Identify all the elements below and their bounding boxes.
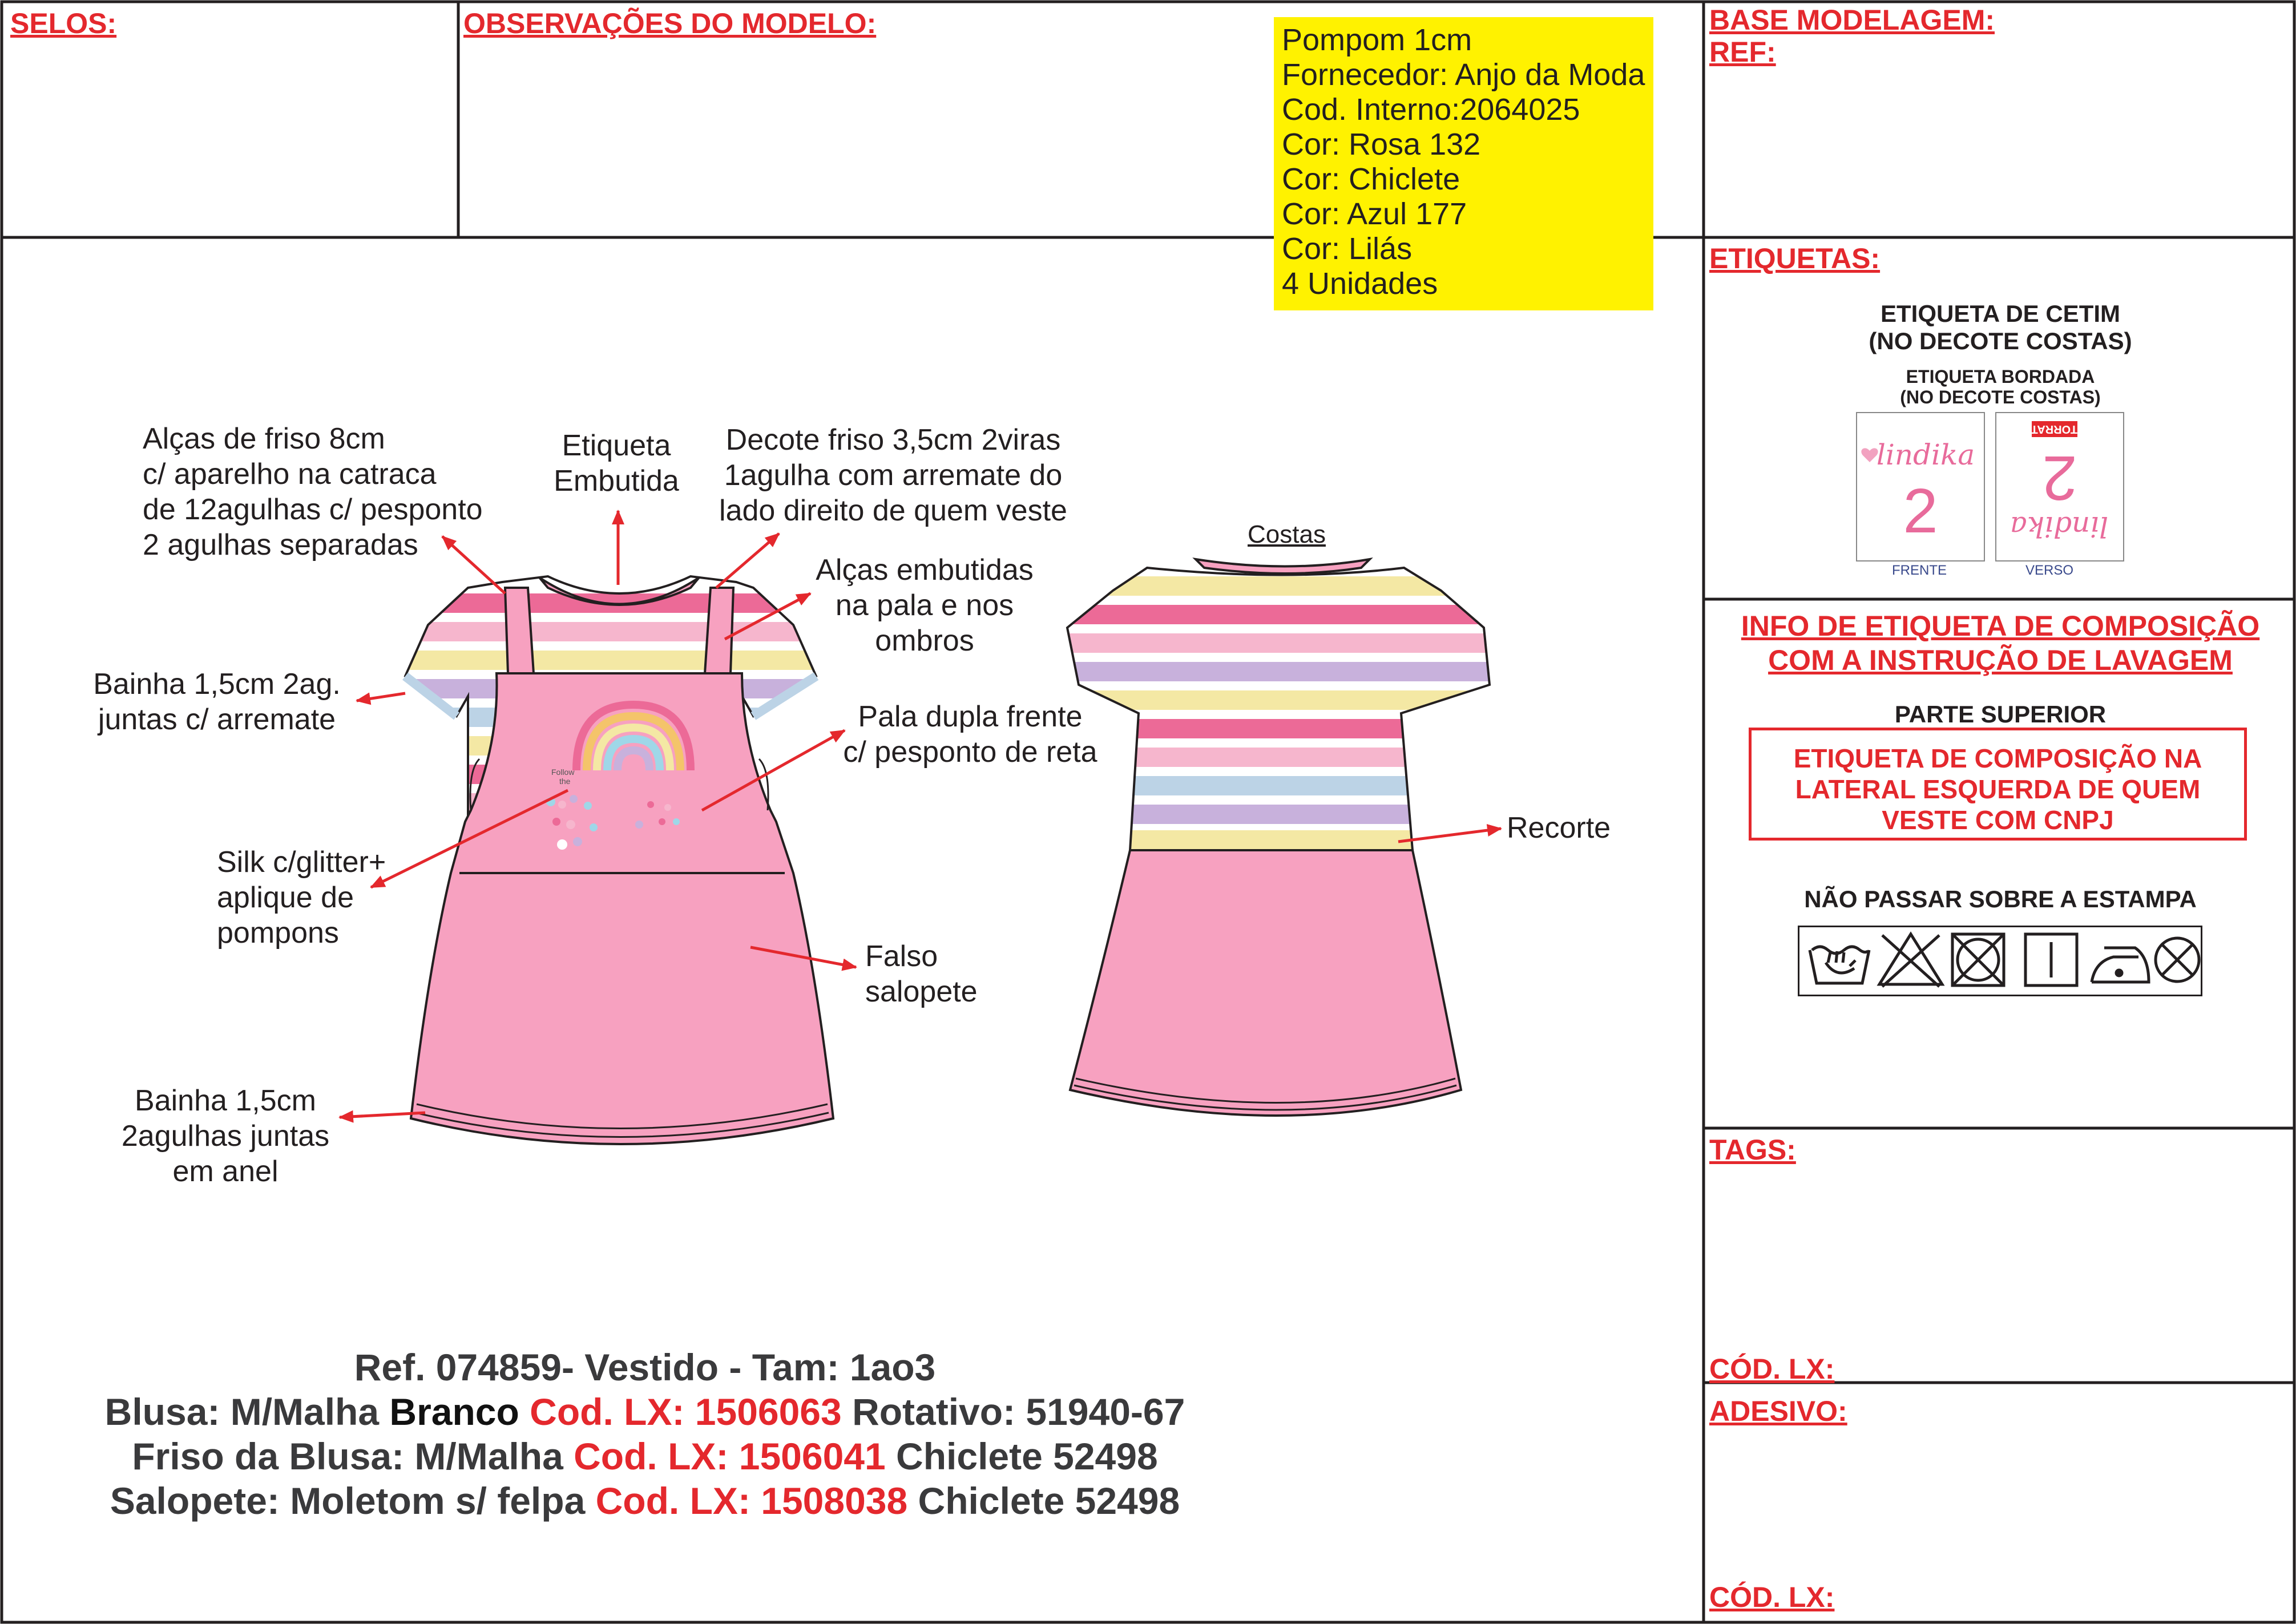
footer-ref-line: Ref. 074859- Vestido - Tam: 1ao3: [354, 1346, 936, 1388]
parte-superior-label: PARTE SUPERIOR: [1894, 701, 2107, 728]
tag-strip: TORRAT: [2032, 421, 2077, 437]
iron-low-icon: [2092, 948, 2149, 982]
annotation-line: em anel: [172, 1155, 279, 1188]
footer-segment: Friso da Blusa: M/Malha: [132, 1435, 563, 1477]
cod-lx-label-2: CÓD. LX:: [1709, 1581, 1835, 1613]
annotation-line: Falso: [865, 940, 938, 973]
footer-segment: Rotativo: 51940-67: [852, 1391, 1185, 1433]
etiqueta-cetim-title: ETIQUETA DE CETIM: [1881, 300, 2120, 327]
annotation-silk: [217, 845, 386, 951]
label-front-card: [1856, 412, 1985, 561]
annotation-line: 1agulha com arremate do: [724, 459, 1063, 492]
annotation-bainha-saia: [97, 1083, 354, 1189]
footer-segment: Branco: [389, 1391, 519, 1433]
annotation-line: Pala dupla frente: [858, 700, 1083, 733]
composition-line: ETIQUETA DE COMPOSIÇÃO NA: [1793, 744, 2202, 773]
no-bleach-icon: [1879, 934, 1942, 987]
no-tumble-dry-icon: [1952, 934, 2004, 985]
annotation-line: 2 agulhas separadas: [143, 528, 418, 561]
verso-label: VERSO: [2025, 563, 2074, 578]
info-composicao-heading-1: INFO DE ETIQUETA DE COMPOSIÇÃO: [1741, 610, 2260, 642]
annotation-line: salopete: [865, 975, 978, 1008]
annotation-line: pompons: [217, 916, 339, 950]
cod-lx-label: CÓD. LX:: [1709, 1353, 1835, 1385]
annotation-line: c/ pesponto de reta: [843, 736, 1097, 769]
annotation-decote: [705, 422, 1082, 528]
adesivo-heading: ADESIVO:: [1709, 1395, 1847, 1427]
etiqueta-bordada-subtitle: (NO DECOTE COSTAS): [1900, 387, 2101, 407]
annotation-line: Alças de friso 8cm: [143, 422, 385, 455]
footer-code: Cod. LX: 1506063: [530, 1391, 842, 1433]
composition-label-box: [1749, 728, 2247, 841]
annotation-line: na pala e nos: [835, 589, 1014, 622]
pompom-line: Pompom 1cm: [1282, 23, 1472, 57]
etiqueta-cetim-subtitle: (NO DECOTE COSTAS): [1869, 328, 2132, 354]
etiqueta-bordada-title: ETIQUETA BORDADA: [1906, 366, 2095, 387]
brand-logo-front: lindika: [1876, 438, 1975, 471]
pompom-line: Cor: Rosa 132: [1282, 127, 1481, 161]
no-dry-clean-icon: [2156, 938, 2199, 981]
base-modelagem-heading: BASE MODELAGEM:: [1709, 4, 1995, 36]
annotation-line: juntas c/ arremate: [98, 703, 336, 736]
footer-blusa-line: [0, 1390, 1290, 1433]
print-text: the: [559, 777, 571, 786]
annotation-line: 2agulhas juntas: [121, 1120, 330, 1153]
observacoes-heading: OBSERVAÇÕES DO MODELO:: [463, 7, 877, 39]
composition-line: VESTE COM CNPJ: [1882, 805, 2114, 835]
annotation-line: ombros: [875, 624, 974, 657]
print-text: Follow: [551, 767, 575, 777]
annotation-line: Alças embutidas: [816, 554, 1034, 587]
annotation-line: de 12agulhas c/ pesponto: [143, 493, 483, 526]
footer-segment: Salopete: Moletom s/ felpa: [110, 1480, 586, 1522]
annotation-line: Etiqueta: [562, 429, 671, 462]
pompom-line: 4 Unidades: [1282, 266, 1438, 301]
hand-wash-icon: [1810, 947, 1869, 983]
pompom-line: Cod. Interno:2064025: [1282, 92, 1580, 127]
line-dry-icon: [2025, 934, 2077, 985]
selos-heading: SELOS:: [10, 7, 117, 39]
footer-segment: Blusa: M/Malha: [104, 1391, 380, 1433]
pompom-line: Cor: Azul 177: [1282, 197, 1467, 231]
annotation-etiqueta-embutida: [536, 428, 696, 499]
footer-segment: Chiclete 52498: [918, 1480, 1180, 1522]
annotation-line: Bainha 1,5cm: [135, 1084, 316, 1117]
costas-label: Costas: [1248, 520, 1326, 548]
pompom-line: Cor: Lilás: [1282, 232, 1413, 266]
annotation-line: Bainha 1,5cm 2ag.: [93, 668, 341, 701]
footer-segment: Chiclete 52498: [896, 1435, 1158, 1477]
footer-code: Cod. LX: 1506041: [574, 1435, 886, 1477]
footer-code: Cod. LX: 1508038: [595, 1480, 908, 1522]
care-symbols-box: [1798, 926, 2202, 996]
info-composicao-heading-2: COM A INSTRUÇÃO DE LAVAGEM: [1768, 644, 2233, 676]
annotation-pala-dupla: [833, 699, 1107, 770]
tags-heading: TAGS:: [1709, 1134, 1796, 1166]
nao-passar-label: NÃO PASSAR SOBRE A ESTAMPA: [1804, 886, 2197, 912]
footer-friso-line: [0, 1435, 1290, 1478]
ref-heading: REF:: [1709, 36, 1776, 68]
annotation-line: aplique de: [217, 881, 354, 914]
etiquetas-heading: ETIQUETAS:: [1709, 243, 1881, 274]
back-skirt: [1070, 850, 1461, 1116]
annotation-line: Silk c/glitter+: [217, 846, 386, 879]
size-number-front: 2: [1903, 476, 1938, 546]
footer-salopete-line: [0, 1479, 1290, 1522]
annotation-alcas-friso: [143, 421, 483, 563]
brand-logo-back: lindika: [2009, 510, 2109, 543]
annotation-alcas-embutidas: [799, 552, 1050, 659]
annotation-falso-salopete: [865, 939, 978, 1009]
pompom-line: Cor: Chiclete: [1282, 162, 1460, 196]
back-neckband: [1196, 559, 1370, 573]
annotation-line: lado direito de quem veste: [719, 494, 1067, 527]
annotation-line: Embutida: [554, 464, 679, 498]
pompom-line: Fornecedor: Anjo da Moda: [1282, 58, 1645, 92]
care-symbols: [1799, 927, 2201, 995]
composition-line: LATERAL ESQUERDA DE QUEM: [1795, 774, 2201, 804]
annotation-line: c/ aparelho na catraca: [143, 458, 437, 491]
size-number-back: 2: [2042, 443, 2077, 513]
annotation-line: Decote friso 3,5cm 2viras: [725, 423, 1061, 457]
annotation-recorte: Recorte: [1507, 811, 1611, 845]
frente-label: FRENTE: [1892, 563, 1947, 578]
annotation-bainha-manga: [74, 666, 360, 737]
label-back-card: [1995, 412, 2124, 561]
